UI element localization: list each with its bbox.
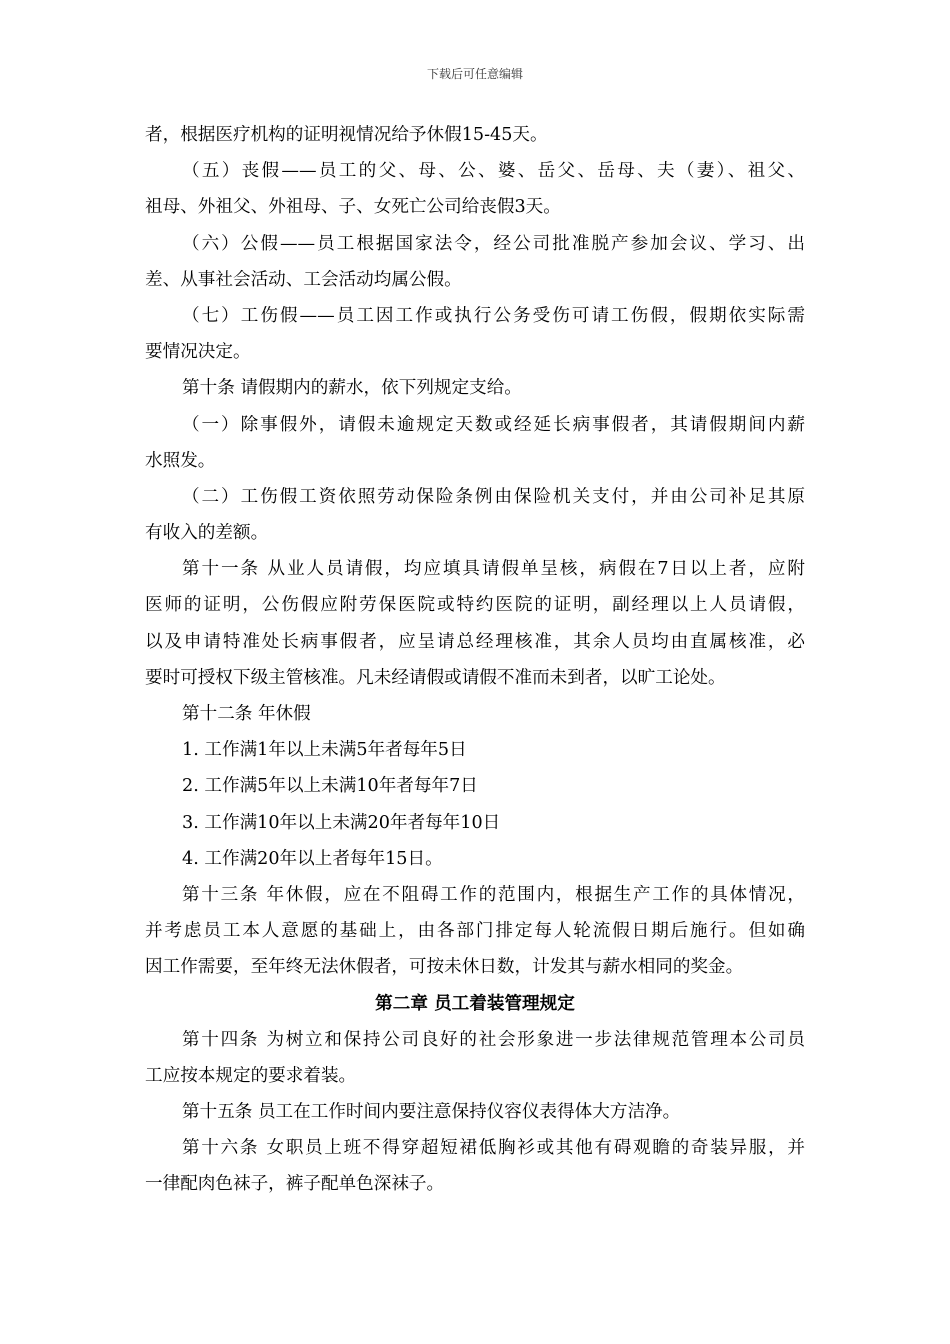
text-line: 工应按本规定的要求着装。 — [145, 1065, 357, 1086]
text-line: 有收入的差额。 — [145, 523, 269, 544]
text-line: 并考虑员工本人意愿的基础上，由各部门排定每人轮流假日期后施行。但如确 — [145, 921, 805, 942]
text-line: 水照发。 — [145, 450, 216, 471]
text-line: 以及申请特准处长病事假者，应呈请总经理核准，其余人员均由直属核准，必 — [145, 631, 805, 652]
text-line: 2. 工作满5年以上未满10年者每年7日 — [182, 776, 478, 797]
text-line: （七）工伤假——员工因工作或执行公务受伤可请工伤假，假期依实际需 — [182, 305, 805, 326]
text-line: 第十一条 从业人员请假，均应填具请假单呈核，病假在7日以上者，应附 — [182, 559, 805, 580]
text-line: 第十二条 年休假 — [182, 704, 311, 724]
text-line: 4. 工作满20年以上者每年15日。 — [182, 848, 443, 869]
text-line: 者，根据医疗机构的证明视情况给予休假15-45天。 — [145, 125, 548, 145]
text-line: （六）公假——员工根据国家法令，经公司批准脱产参加会议、学习、出 — [182, 233, 805, 254]
text-line: 一律配肉色袜子，裤子配单色深袜子。 — [145, 1174, 445, 1195]
text-line: 第十三条 年休假，应在不阻碍工作的范围内，根据生产工作的具体情况， — [182, 884, 805, 905]
text-line: 第十六条 女职员上班不得穿超短裙低胸衫或其他有碍观瞻的奇装异服，并 — [182, 1138, 805, 1159]
page-header: 下载后可任意编辑 — [426, 67, 523, 81]
text-line: （五）丧假——员工的父、母、公、婆、岳父、岳母、夫（妻）、祖父、 — [182, 161, 805, 182]
text-line: 医师的证明，公伤假应附劳保医院或特约医院的证明，副经理以上人员请假， — [145, 595, 805, 616]
text-line: 差、从事社会活动、工会活动均属公假。 — [145, 269, 462, 290]
text-line: 1. 工作满1年以上未满5年者每年5日 — [182, 740, 467, 761]
text-line: 祖母、外祖父、外祖母、子、女死亡公司给丧假3天。 — [145, 197, 561, 218]
text-line: 要情况决定。 — [145, 342, 251, 363]
text-line: 要时可授权下级主管核准。凡未经请假或请假不准而未到者，以旷工论处。 — [145, 667, 726, 688]
text-line: 3. 工作满10年以上未满20年者每年10日 — [182, 812, 501, 833]
text-line: 因工作需要，至年终无法休假者，可按未休日数，计发其与薪水相同的奖金。 — [145, 957, 744, 978]
text-line: 第十五条 员工在工作时间内要注意保持仪容仪表得体大方洁净。 — [182, 1102, 681, 1123]
chapter-heading: 第二章 员工着装管理规定 — [375, 992, 575, 1014]
text-line: （一）除事假外，请假未逾规定天数或经延长病事假者，其请假期间内薪 — [182, 414, 805, 435]
text-line: 第十条 请假期内的薪水，依下列规定支给。 — [182, 378, 522, 399]
text-line: （二）工伤假工资依照劳动保险条例由保险机关支付，并由公司补足其原 — [182, 486, 805, 507]
text-line: 第十四条 为树立和保持公司良好的社会形象进一步法律规范管理本公司员 — [182, 1029, 805, 1050]
document-body — [145, 117, 805, 1203]
